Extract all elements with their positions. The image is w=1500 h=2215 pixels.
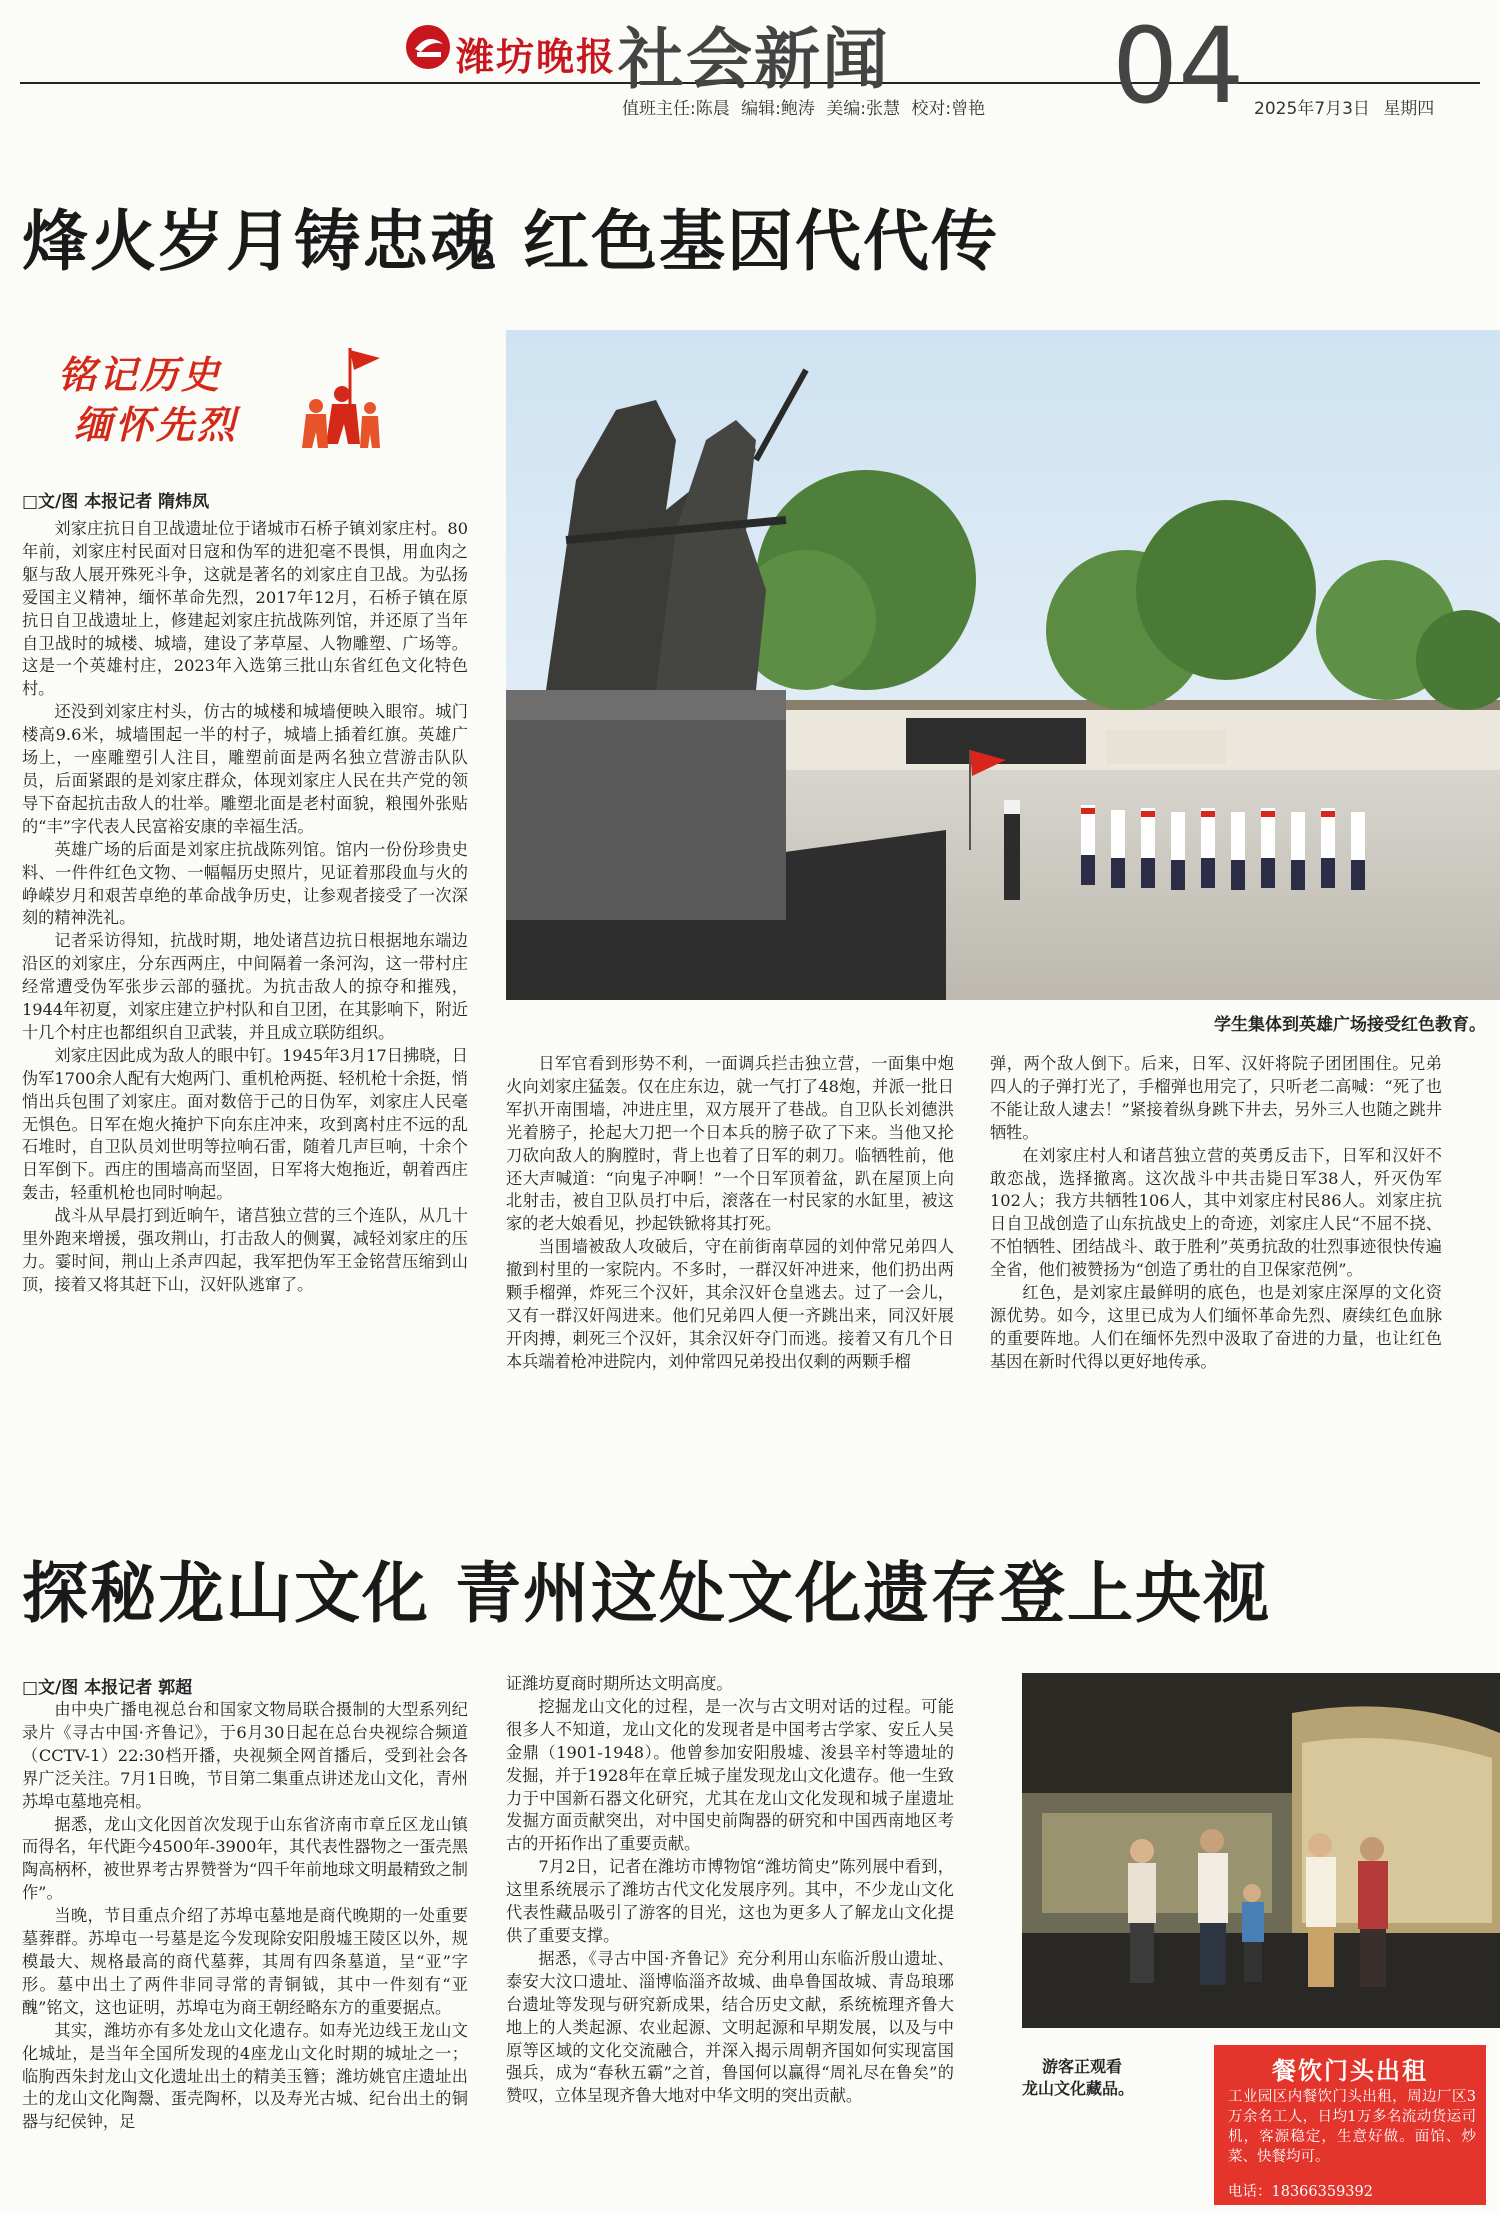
- article1-column-3: [990, 1053, 1442, 1374]
- paragraph: 还没到刘家庄村头，仿古的城楼和城墙便映入眼帘。城门楼高9.6米，城墙围起一半的村子，城墙上插着红旗。英雄广场上，一座雕塑引人注目，雕塑前面是两名独立营游击队队员，后面紧跟的是刘家庄群众，体现刘家庄人民在共产党的领导下奋起抗击敌人的壮举。雕塑北面是老村面貌，粮囤外张贴的“丰”字代表人民富裕安康的幸福生活。: [22, 702, 468, 836]
- museum-photo-caption: [1022, 2056, 1134, 2100]
- paragraph: 证潍坊夏商时期所达文明高度。: [506, 1674, 733, 1693]
- paragraph: 挖掘龙山文化的过程，是一次与古文明对话的过程。可能很多人不知道，龙山文化的发现者是中国考古学家、安丘人吴金鼎（1901-1948）。他曾参加安阳殷墟、浚县辛村等遗址的发掘，并于1928年在章丘城子崖发现龙山文化遗存。他一生致力于中国新石器文化研究，尤其在龙山文化发现和城子崖遗址发掘方面贡献突出，对中国史前陶器的研究和中国西南地区考古的开拓作出了重要贡献。: [506, 1696, 954, 1854]
- page-number: 04: [1112, 5, 1245, 127]
- paragraph: 7月2日，记者在潍坊市博物馆“潍坊简史”陈列展中看到，这里系统展示了潍坊古代文化发展序列。其中，不少龙山文化代表性藏品吸引了游客的目光，这也为更多人了解龙山文化提供了重要支撑。: [506, 1857, 954, 1945]
- paragraph: 刘家庄抗日自卫战遗址位于诸城市石桥子镇刘家庄村。80年前，刘家庄村民面对日寇和伪军的进犯毫不畏惧，用血肉之躯与敌人展开殊死斗争，这就是著名的刘家庄自卫战。为弘扬爱国主义精神，缅怀革命先烈，2017年12月，石桥子镇在原抗日自卫战遗址上，修建起刘家庄抗战陈列馆，并还原了当年自卫战时的城楼、城墙，建设了茅草屋、人物雕塑、广场等。这是一个英雄村庄，2023年入选第三批山东省红色文化特色村。: [22, 519, 468, 699]
- article2-column-1: [22, 1699, 468, 2134]
- issue-weekday: 星期四: [1383, 99, 1435, 119]
- paper-name: 潍坊晚报: [456, 35, 617, 79]
- paragraph: 当晚，节目重点介绍了苏埠屯墓地是商代晚期的一处重要墓葬群。苏埠屯一号墓是迄今发现除安阳殷墟王陵区以外，规模最大、规格最高的商代墓葬，其周有四条墓道，呈“亚”字形。墓中出土了两件非同寻常的青铜钺，其中一件刻有“亚醜”铭文，这也证明，苏埠屯为商王朝经略东方的重要据点。: [22, 1906, 468, 2017]
- article2-column-2: [506, 1673, 954, 2108]
- kicker-badge: [58, 344, 388, 454]
- article1-byline: □文/图 本报记者 隋炜凤: [22, 492, 210, 512]
- paragraph: 在刘家庄村人和诸莒独立营的英勇反击下，日军和汉奸不敢恋战，选择撤离。这次战斗中共击毙日军38人，歼灭伪军102人；我方共牺牲106人，其中刘家庄村民86人。刘家庄抗日自卫战创造了山东抗战史上的奇迹，刘家庄人民“不屈不挠、不怕牺牲、团结战斗、敢于胜利”英勇抗敌的壮烈事迹很快传遍全省，他们被赞扬为“创造了勇壮的自卫保家范例”。: [990, 1145, 1442, 1280]
- article2-headline: 探秘龙山文化 青州这处文化遗存登上央视: [22, 1555, 1271, 1632]
- article1-headline: 烽火岁月铸忠魂 红色基因代代传: [22, 203, 999, 280]
- article2-byline: □文/图 本报记者 郭超: [22, 1678, 193, 1698]
- paragraph: 由中央广播电视总台和国家文物局联合摄制的大型系列纪录片《寻古中国·齐鲁记》，于6月30日起在总台央视综合频道（CCTV-1）22:30档开播，央视频全网首播后，受到社会各界广泛关注。7月1日晚，节目第二集重点讲述龙山文化，青州苏埠屯墓地亮相。: [22, 1700, 468, 1811]
- paragraph: 弹，两个敌人倒下。后来，日军、汉奸将院子团团围住。兄弟四人的子弹打光了，手榴弹也用完了，只听老二高喊：“死了也不能让敌人逮去！”紧接着纵身跳下井去，另外三人也随之跳井牺牲。: [990, 1054, 1442, 1142]
- paragraph: 战斗从早晨打到近晌午，诸莒独立营的三个连队，从几十里外跑来增援，强攻荆山，打击敌人的侧翼，减轻刘家庄的压力。霎时间，荆山上杀声四起，我军把伪军王金铭营压缩到山顶，接着又将其赶下山，汉奸队逃窜了。: [22, 1206, 468, 1294]
- paragraph: 据悉，《寻古中国·齐鲁记》充分利用山东临沂殷山遗址、泰安大汶口遗址、淄博临淄齐故城、曲阜鲁国故城、青岛琅琊台遗址等发现与研究新成果，结合历史文献，系统梳理齐鲁大地上的人类起源、农业起源、文明起源和早期发展，以及与中原等区域的文化交流融合，并深入揭示周朝齐国如何实现富国强兵，成为“春秋五霸”之首，鲁国何以赢得“周礼尽在鲁矣”的赞叹，立体呈现齐鲁大地对中华文明的突出贡献。: [506, 1948, 954, 2106]
- hero-photo-caption: 学生集体到英雄广场接受红色教育。: [1214, 1015, 1486, 1035]
- museum-visitors-photo: [1022, 1673, 1500, 2028]
- kicker-line1: 铭记历史: [58, 353, 223, 397]
- issue-date: 2025年7月3日: [1254, 99, 1370, 119]
- staff-credits: 值班主任:陈晨 编辑:鲍涛 美编:张慧 校对:曾艳: [622, 99, 986, 119]
- paragraph: 当围墙被敌人攻破后，守在前街南草园的刘仲常兄弟四人撤到村里的一家院内。不多时，一群汉奸冲进来，他们扔出两颗手榴弹，炸死三个汉奸，其余汉奸仓皇逃去。过了一会儿，又有一群汉奸闯进来。他们兄弟四人便一齐跳出来，同汉奸展开肉搏，刺死三个汉奸，其余汉奸夺门而逃。接着又有几个日本兵端着枪冲进院内，刘仲常四兄弟投出仅剩的两颗手榴: [506, 1237, 954, 1371]
- rental-advertisement: [1214, 2045, 1486, 2205]
- article1-column-1: [22, 518, 468, 1297]
- paragraph: 刘家庄因此成为敌人的眼中钉。1945年3月17日拂晓，日伪军1700余人配有大炮两门、重机枪两挺、轻机枪十余挺，悄悄出兵包围了刘家庄。面对数倍于己的日伪军，刘家庄人民毫无惧色。日军在炮火掩护下向东庄冲来，攻到离村庄不远的乱石堆时，自卫队员刘世明等拉响石雷，随着几声巨响，十余个日军倒下。西庄的围墙高而坚固，日军将大炮拖近，朝着西庄轰击，轻重机枪也同时响起。: [22, 1045, 468, 1203]
- paragraph: 据悉，龙山文化因首次发现于山东省济南市章丘区龙山镇而得名，年代距今4500年-3900年，其代表性器物之一蛋壳黑陶高柄杯，被世界考古界赞誉为“四千年前地球文明最精致之制作”。: [22, 1814, 468, 1903]
- paragraph: 红色，是刘家庄最鲜明的底色，也是刘家庄深厚的文化资源优势。如今，这里已成为人们缅怀革命先烈、赓续红色血脉的重要阵地。人们在缅怀先烈中汲取了奋进的力量，也让红色基因在新时代得以更好地传承。: [990, 1283, 1442, 1371]
- article1-column-2: [506, 1053, 954, 1374]
- soldier-silhouette-icon: [298, 344, 388, 454]
- hero-sculpture-photo: [506, 330, 1500, 1000]
- newspaper-logo-icon: [403, 22, 453, 72]
- caption-line-1: 游客正观看: [1042, 2057, 1123, 2076]
- ad-body: 工业园区内餐饮门头出租，周边厂区3万余名工人，日均1万多名流动货运司机，客源稳定，生意好做。面馆、炒菜、快餐均可。: [1228, 2089, 1476, 2165]
- kicker-line2: 缅怀先烈: [74, 403, 239, 447]
- ad-title: 餐饮门头出租: [1272, 2057, 1428, 2085]
- paragraph: 英雄广场的后面是刘家庄抗战陈列馆。馆内一份份珍贵史料、一件件红色文物、一幅幅历史照片，见证着那段血与火的峥嵘岁月和艰苦卓绝的革命战争历史，让参观者接受了一次深刻的精神洗礼。: [22, 839, 468, 928]
- caption-line-2: 龙山文化藏品。: [1022, 2079, 1135, 2098]
- paragraph: 日军官看到形势不利，一面调兵拦击独立营，一面集中炮火向刘家庄猛轰。仅在庄东边，就一气打了48炮，并派一批日军扒开南围墙，冲进庄里，双方展开了巷战。自卫队长刘德洪光着膀子，抡起大刀把一个日本兵的膀子砍了下来。当他又抡刀砍向敌人的胸膛时，背上也着了日军的刺刀。临牺牲前，他还大声喊道：“向鬼子冲啊！”一个日军顶着盆，趴在屋顶上向北射击，被自卫队员打中后，滚落在一村民家的水缸里，被这家的老大娘看见，抄起铁锨将其打死。: [506, 1054, 954, 1234]
- dateline: [1254, 94, 1434, 119]
- paragraph: 其实，潍坊亦有多处龙山文化遗存。如寿光边线王龙山文化城址，是当年全国所发现的4座龙山文化时期的城址之一；临朐西朱封龙山文化遗址出土的精美玉簪；潍坊姚官庄遗址出土的龙山文化陶鬶、蛋壳陶杯，以及寿光古城、纪台出土的铜器与纪侯钟，足: [22, 2020, 468, 2132]
- section-name: 社会新闻: [618, 20, 890, 98]
- ad-phone: 电话：18366359392: [1228, 2184, 1373, 2200]
- paragraph: 记者采访得知，抗战时期，地处诸莒边抗日根据地东端边沿区的刘家庄，分东西两庄，中间隔着一条河沟，这一带村庄经常遭受伪军张步云部的骚扰。为抗击敌人的掠夺和摧残，1944年初夏，刘家庄建立护村队和自卫团，在其影响下，附近十几个村庄也都组织自卫武装，并且成立联防组织。: [22, 931, 468, 1042]
